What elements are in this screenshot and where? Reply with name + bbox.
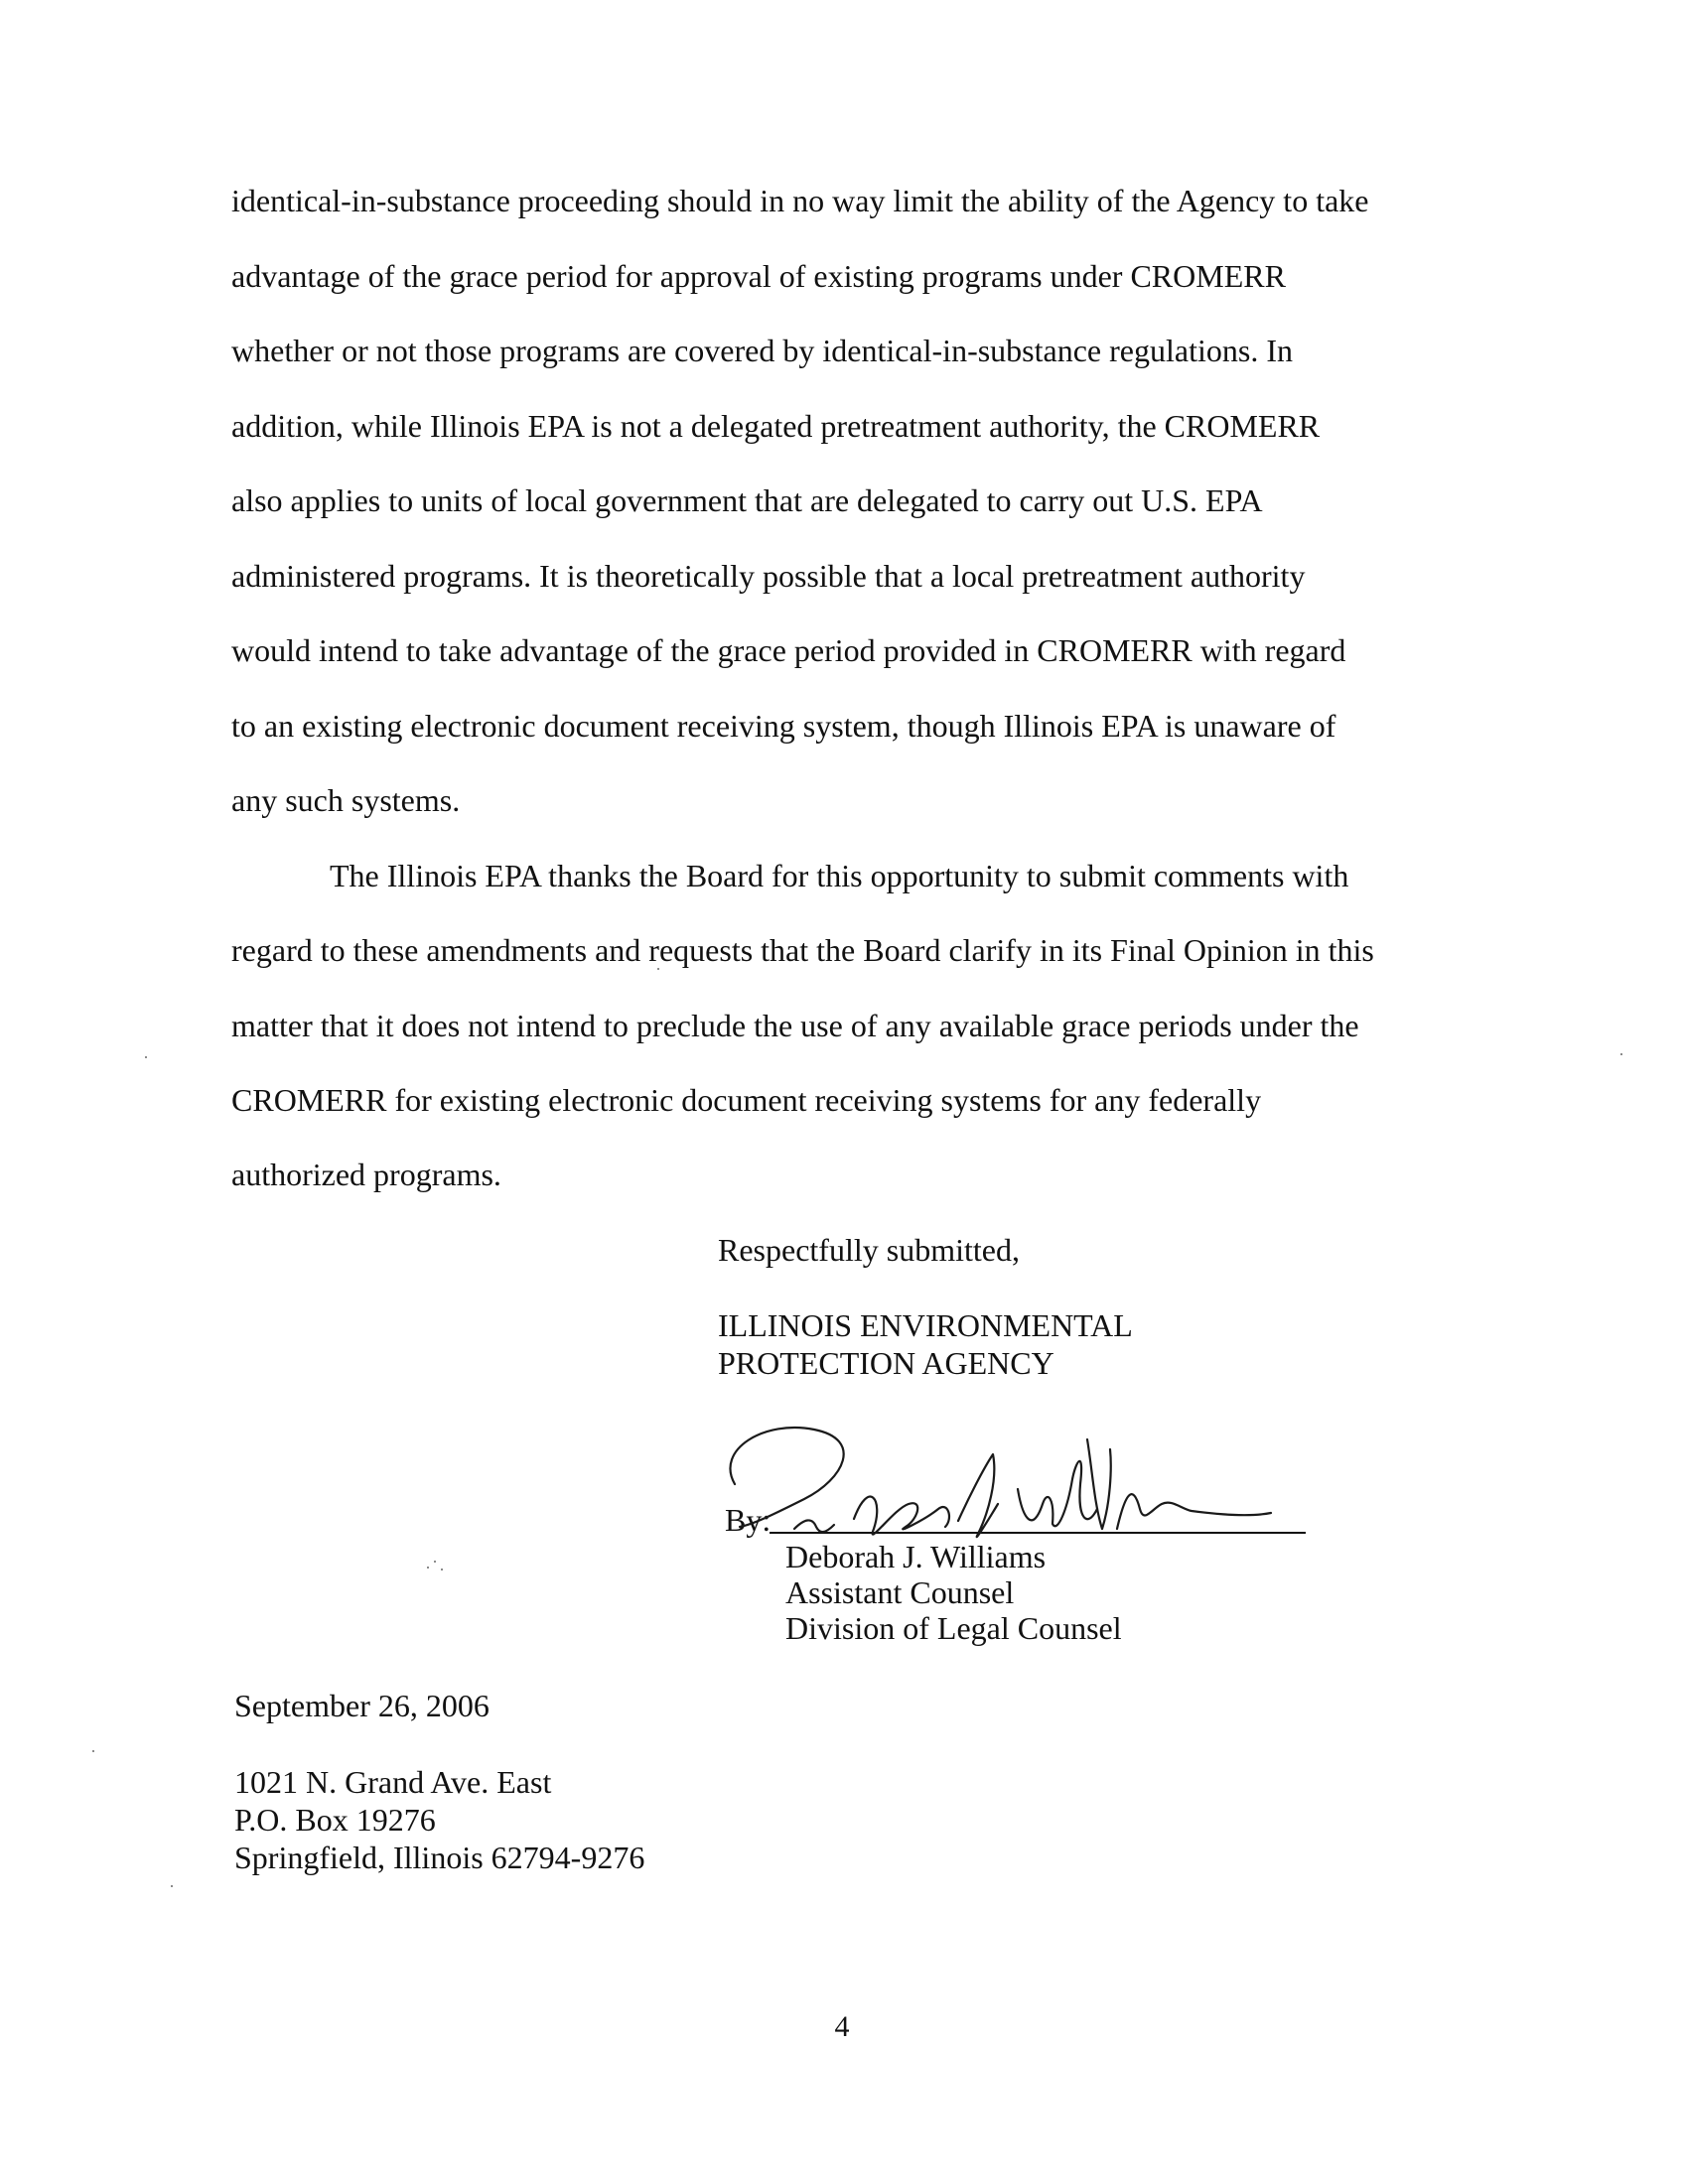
body-line: administered programs. It is theoretically possible that a local pretreatment authority xyxy=(231,558,1306,594)
scan-speck xyxy=(171,1885,173,1887)
agency-name-line: ILLINOIS ENVIRONMENTAL xyxy=(718,1307,1133,1343)
signatory-name: Deborah J. Williams xyxy=(785,1539,1047,1574)
address-line: P.O. Box 19276 xyxy=(234,1802,436,1838)
scan-speck xyxy=(427,1567,429,1569)
closing-line: regard to these amendments and requests that the Board clarify in its Final Opinion in this xyxy=(231,932,1374,968)
scan-speck xyxy=(145,1056,147,1058)
scan-speck xyxy=(92,1750,94,1752)
agency-name-line: PROTECTION AGENCY xyxy=(718,1345,1054,1381)
body-line: advantage of the grace period for approval of existing programs under CROMERR xyxy=(231,258,1286,294)
closing-line: The Illinois EPA thanks the Board for this opportunity to submit comments with xyxy=(330,858,1349,893)
body-line: to an existing electronic document receiving system, though Illinois EPA is unaware of xyxy=(231,708,1336,744)
signoff: Respectfully submitted, xyxy=(718,1232,1020,1268)
closing-line: authorized programs. xyxy=(231,1157,501,1192)
body-line: any such systems. xyxy=(231,782,461,818)
signatory-division: Division of Legal Counsel xyxy=(785,1610,1122,1646)
closing-line: matter that it does not intend to preclude the use of any available grace periods under the xyxy=(231,1008,1359,1043)
body-line: also applies to units of local government that are delegated to carry out U.S. EPA xyxy=(231,482,1263,518)
page-number: 4 xyxy=(834,2010,850,2043)
scan-speck xyxy=(1620,1053,1622,1055)
body-line: addition, while Illinois EPA is not a delegated pretreatment authority, the CROMERR xyxy=(231,408,1321,444)
scan-speck xyxy=(441,1569,443,1570)
scan-speck xyxy=(434,1561,436,1563)
address-line: 1021 N. Grand Ave. East xyxy=(234,1764,552,1800)
scan-speck xyxy=(657,968,659,970)
body-line: would intend to take advantage of the grace period provided in CROMERR with regard xyxy=(231,632,1346,668)
document-date: September 26, 2006 xyxy=(234,1688,490,1723)
by-label: By: xyxy=(725,1502,772,1538)
address-line: Springfield, Illinois 62794-9276 xyxy=(234,1840,645,1875)
signatory-title: Assistant Counsel xyxy=(785,1574,1015,1610)
body-line: whether or not those programs are covered by identical-in-substance regulations. In xyxy=(231,333,1293,368)
body-line: identical-in-substance proceeding should in no way limit the ability of the Agency to take xyxy=(231,183,1369,218)
closing-line: CROMERR for existing electronic document receiving systems for any federally xyxy=(231,1082,1262,1118)
